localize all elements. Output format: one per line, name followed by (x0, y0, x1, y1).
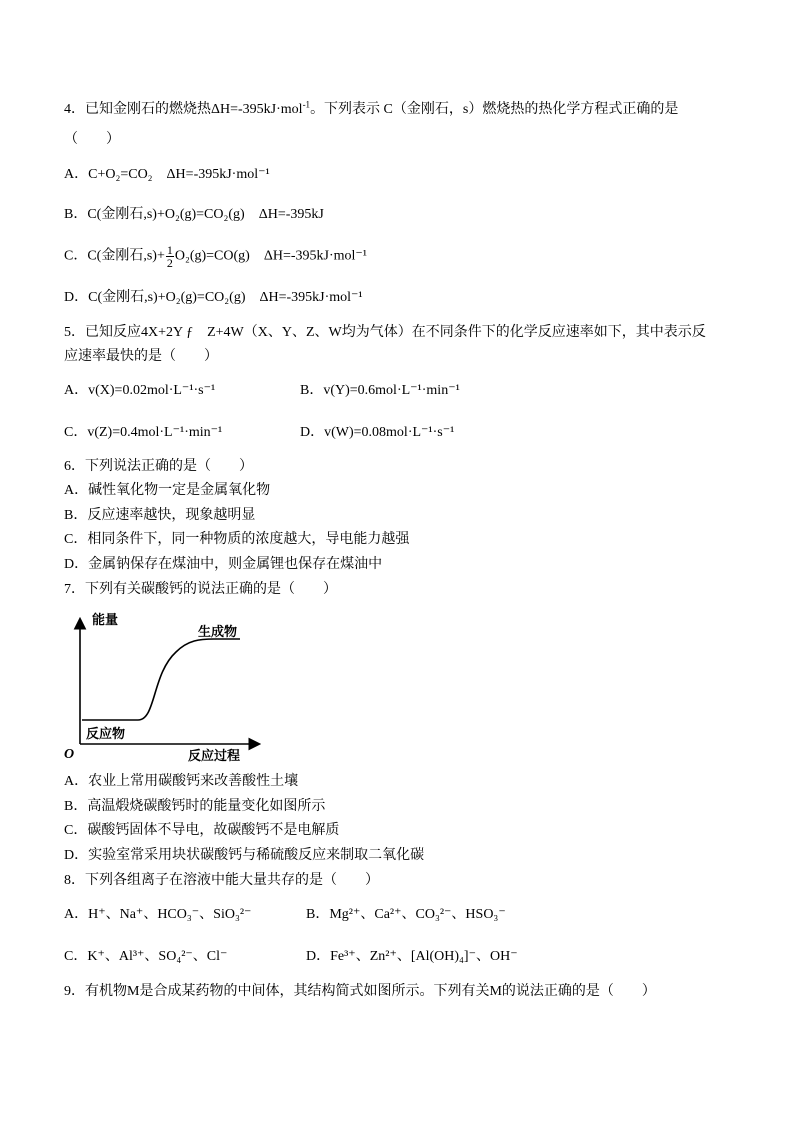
product-label: 生成物 (198, 625, 238, 640)
q4-option-b: B．C(金刚石,s)+O₂(g)=CO₂(g) ΔH=-395kJ (64, 207, 324, 222)
q6-option-b: B．反应速率越快，现象越明显 (64, 508, 256, 523)
q5-stem: 5．已知反应4X+2Y ƒ Z+4W（X、Y、Z、W均为气体）在不同条件下的化学反应速率如下，其中表示反 (64, 325, 706, 340)
q4-stem (64, 100, 678, 120)
q8-option-c: C．K⁺、Al³⁺、SO₄²⁻、Cl⁻ (64, 949, 228, 964)
q4-paren: （ ） (64, 132, 120, 147)
q5-option-c: C．v(Z)=0.4mol·L⁻¹·min⁻¹ (64, 425, 223, 440)
x-axis-label: 反应过程 (188, 749, 241, 764)
energy-diagram (62, 612, 262, 770)
q6-option-a: A．碱性氧化物一定是金属氧化物 (64, 483, 271, 498)
q4-option-a: A．C+O₂=CO₂ ΔH=-395kJ·mol⁻¹ (64, 167, 270, 182)
q7-stem: 7．下列有关碳酸钙的说法正确的是（ ） (64, 582, 337, 597)
q8-option-b: B．Mg²⁺、Ca²⁺、CO₃²⁻、HSO₃⁻ (306, 907, 506, 922)
reactant-label: 反应物 (86, 727, 126, 742)
q6-option-c: C．相同条件下，同一种物质的浓度越大，导电能力越强 (64, 532, 410, 547)
q4-stem-sup: -1 (302, 99, 311, 110)
q5-option-d: D．v(W)=0.08mol·L⁻¹·s⁻¹ (300, 425, 455, 440)
origin-label: O (64, 747, 75, 762)
q6-stem: 6．下列说法正确的是（ ） (64, 459, 253, 474)
q9-stem: 9．有机物M是合成某药物的中间体，其结构简式如图所示。下列有关M的说法正确的是（ ） (64, 984, 656, 999)
q8-option-a: A．H⁺、Na⁺、HCO₃⁻、SiO₃²⁻ (64, 907, 252, 922)
q4-stem-b: 。下列表示 C（金刚石，s）燃烧热的热化学方程式正确的是 (310, 102, 679, 117)
q7-option-c: C．碳酸钙固体不导电，故碳酸钙不是电解质 (64, 823, 340, 838)
q5-option-a: A．v(X)=0.02mol·L⁻¹·s⁻¹ (64, 383, 216, 398)
q7-option-b: B．高温煅烧碳酸钙时的能量变化如图所示 (64, 799, 326, 814)
q4-option-c (64, 244, 367, 269)
q8-stem: 8．下列各组离子在溶液中能大量共存的是（ ） (64, 873, 379, 888)
q4-option-d: D．C(金刚石,s)+O₂(g)=CO₂(g) ΔH=-395kJ·mol⁻¹ (64, 290, 363, 305)
q5-option-b: B．v(Y)=0.6mol·L⁻¹·min⁻¹ (300, 383, 460, 398)
q7-option-a: A．农业上常用碳酸钙来改善酸性土壤 (64, 774, 299, 789)
fraction-numerator: 1 (166, 243, 173, 257)
y-axis-label: 能量 (92, 613, 119, 628)
fraction-denominator: 2 (166, 256, 173, 270)
q4-option-c-pre: C．C(金刚石,s)+ (64, 248, 165, 264)
q5-stem-line2: 应速率最快的是（ ） (64, 349, 218, 364)
q7-option-d: D．实验室常采用块状碳酸钙与稀硫酸反应来制取二氧化碳 (64, 848, 425, 863)
q4-option-c-post: O₂(g)=CO(g) ΔH=-395kJ·mol⁻¹ (174, 248, 367, 264)
half-fraction (166, 244, 174, 269)
energy-curve (82, 639, 240, 720)
q4-stem-a: 4．已知金刚石的燃烧热ΔH=-395kJ·mol (64, 102, 303, 117)
q6-option-d: D．金属钠保存在煤油中，则金属锂也保存在煤油中 (64, 557, 383, 572)
q8-option-d: D．Fe³⁺、Zn²⁺、[Al(OH)₄]⁻、OH⁻ (306, 949, 518, 964)
